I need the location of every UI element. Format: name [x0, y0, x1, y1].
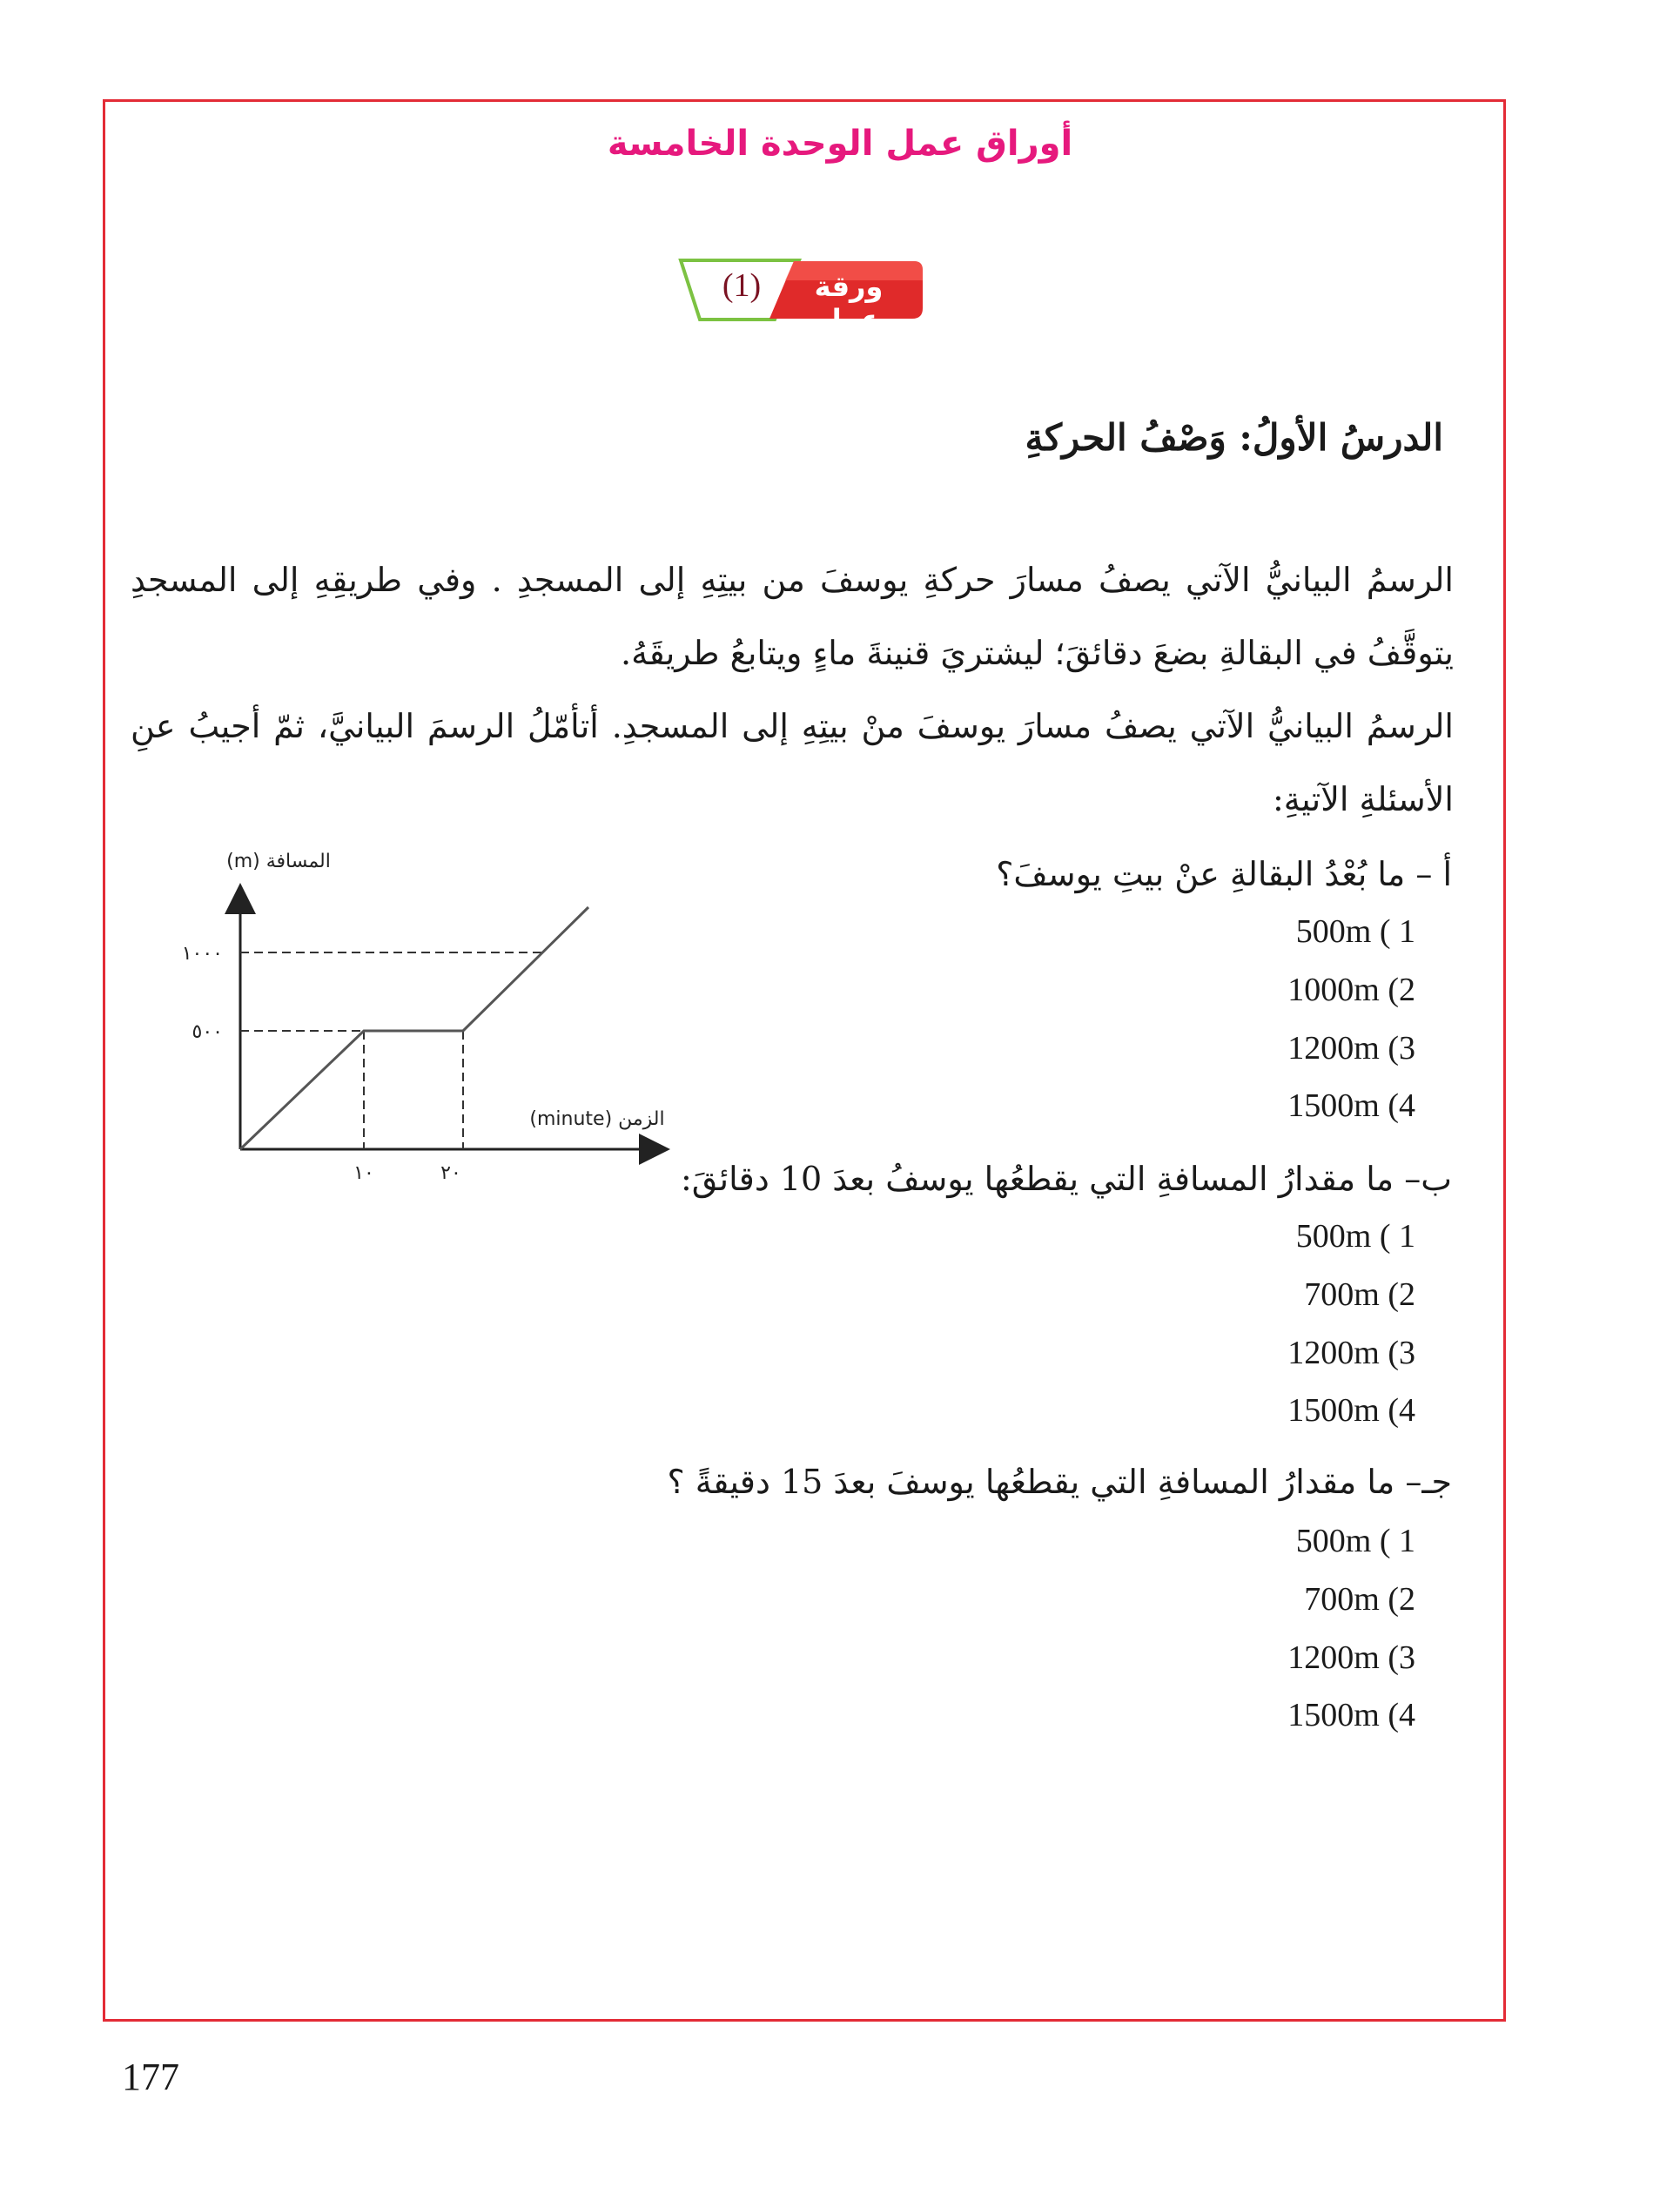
- question-b-option-2: 700m (2: [1304, 1276, 1415, 1313]
- distance-time-graph: [165, 836, 688, 1201]
- question-a-option-2: 1000m (2: [1287, 972, 1415, 1008]
- x-tick-10: ١٠: [353, 1162, 374, 1184]
- intro-paragraph: الرسمُ البيانيُّ الآتي يصفُ مسارَ حركةِ يوسفَ من بيتِهِ إلى المسجدِ . وفي طريقِهِ إلى المسجدِ يتوقَّفُ في البقالةِ بضعَ دقائقَ؛ ليشتريَ قنينةَ ماءٍ ويتابعُ طريقَهُ.: [131, 561, 1454, 672]
- question-b-option-1: 500m ( 1: [1295, 1218, 1415, 1255]
- x-axis-label: الزمن (minute): [529, 1108, 665, 1130]
- question-c-option-1: 500m ( 1: [1295, 1523, 1415, 1559]
- question-c-option-3: 1200m (3: [1287, 1639, 1415, 1676]
- question-b-option-4: 1500m (4: [1287, 1392, 1415, 1429]
- lesson-title: الدرسُ الأولُ: وَصْفُ الحركةِ: [1025, 416, 1443, 459]
- question-b: ب– ما مقدارُ المسافةِ التي يقطعُها يوسفُ بعدَ 10 دقائقَ:: [681, 1160, 1452, 1198]
- question-a-option-4: 1500m (4: [1287, 1087, 1415, 1124]
- instruction-paragraph: الرسمُ البيانيُّ الآتي يصفُ مسارَ يوسفَ منْ بيتِهِ إلى المسجدِ. أتأمّلُ الرسمَ البيانيَّ، ثمّ أجيبُ عنِ الأسئلةِ الآتيةِ:: [131, 707, 1454, 818]
- question-a: أ – ما بُعْدُ البقالةِ عنْ بيتِ يوسفَ؟: [996, 855, 1452, 893]
- y-tick-1000: ١٠٠٠: [181, 943, 223, 965]
- unit-title: أوراق عمل الوحدة الخامسة: [607, 124, 1073, 164]
- y-axis-label: المسافة (m): [226, 851, 331, 872]
- worksheet-label: ورقة عمل: [814, 270, 884, 336]
- question-b-option-3: 1200m (3: [1287, 1335, 1415, 1371]
- worksheet-number: (1): [722, 267, 762, 304]
- worksheet-tag: [677, 258, 926, 336]
- y-tick-500: ٥٠٠: [192, 1021, 223, 1043]
- question-a-option-3: 1200m (3: [1287, 1030, 1415, 1067]
- question-c: جـ– ما مقدارُ المسافةِ التي يقطعُها يوسفَ بعدَ 15 دقيقةً ؟: [667, 1463, 1452, 1501]
- page-number: 177: [122, 2056, 179, 2098]
- question-a-option-1: 500m ( 1: [1295, 913, 1415, 950]
- question-c-option-4: 1500m (4: [1287, 1697, 1415, 1733]
- x-tick-20: ٢٠: [440, 1162, 461, 1184]
- question-c-option-2: 700m (2: [1304, 1581, 1415, 1618]
